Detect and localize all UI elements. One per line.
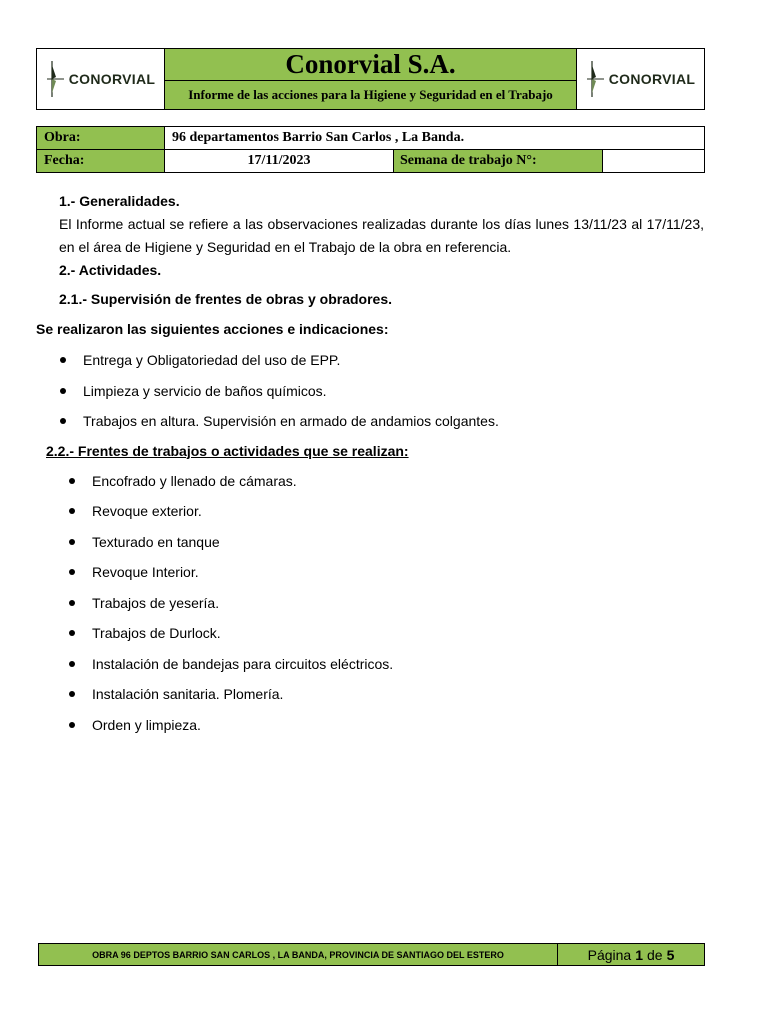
list-item: Trabajos de yesería. [36, 592, 704, 623]
list-item: Instalación sanitaria. Plomería. [36, 683, 704, 714]
page-footer [38, 943, 705, 966]
section-1-heading: 1.- Generalidades. [59, 193, 180, 209]
list-item: Instalación de bandejas para circuitos eléctricos. [36, 653, 704, 684]
report-body [36, 190, 704, 744]
bullet-icon [60, 388, 66, 394]
obra-label: Obra: [37, 127, 165, 149]
list-item: Encofrado y llenado de cámaras. [36, 470, 704, 501]
document-header [36, 48, 705, 110]
bullet-icon [69, 569, 75, 575]
bullet-icon [69, 630, 75, 636]
section-1-text: El Informe actual se refiere a las observaciones realizadas durante los días lunes 13/11/23 al 17/11/23, en el área de Higiene y Seguridad en el Trabajo de la obra en referencia. [59, 216, 704, 255]
actions-intro: Se realizaron las siguientes acciones e indicaciones: [36, 321, 389, 337]
list-item: Revoque Interior. [36, 561, 704, 592]
bullet-icon [69, 722, 75, 728]
actions-list [36, 349, 704, 441]
logo-text: CONORVIAL [608, 71, 696, 87]
list-item: Texturado en tanque [36, 531, 704, 562]
of-word: de [647, 946, 663, 963]
obra-value: 96 departamentos Barrio San Carlos , La Banda. [172, 129, 465, 145]
page-word: Página [587, 946, 632, 963]
bullet-icon [60, 357, 66, 363]
bullet-icon [69, 600, 75, 606]
fecha-label: Fecha: [37, 150, 165, 173]
footer-project: OBRA 96 DEPTOS BARRIO SAN CARLOS , LA BANDA, PROVINCIA DE SANTIAGO DEL ESTERO [39, 944, 558, 965]
list-item: Orden y limpieza. [36, 714, 704, 745]
bullet-icon [69, 508, 75, 514]
list-item: Entrega y Obligatoriedad del uso de EPP. [36, 349, 704, 380]
page-number [558, 944, 704, 965]
section-2-heading: 2.- Actividades. [59, 262, 162, 278]
logo-right [576, 49, 704, 109]
logo-text: CONORVIAL [68, 71, 156, 87]
semana-value [603, 150, 704, 173]
company-title: Conorvial S.A. [165, 49, 576, 81]
bullet-icon [69, 539, 75, 545]
list-item: Trabajos en altura. Supervisión en armado de andamios colgantes. [36, 410, 704, 441]
page-total: 5 [666, 946, 675, 963]
title-cell [165, 49, 576, 109]
conorvial-logo-icon [46, 57, 66, 101]
bullet-icon [69, 661, 75, 667]
list-item: Trabajos de Durlock. [36, 622, 704, 653]
info-row-fecha [37, 150, 704, 173]
bullet-icon [69, 478, 75, 484]
list-item: Revoque exterior. [36, 500, 704, 531]
conorvial-logo-icon [586, 57, 606, 101]
section-2-1-heading: 2.1.- Supervisión de frentes de obras y obradores. [59, 291, 392, 307]
logo-left [37, 49, 165, 109]
bullet-icon [60, 418, 66, 424]
page-current: 1 [635, 946, 643, 963]
semana-label: Semana de trabajo N°: [394, 150, 603, 173]
report-subtitle: Informe de las acciones para la Higiene y Seguridad en el Trabajo [165, 81, 576, 109]
section-2-2-heading: 2.2.- Frentes de trabajos o actividades que se realizan: [46, 442, 409, 459]
info-row-obra [37, 127, 704, 150]
fronts-list [36, 470, 704, 745]
list-item: Limpieza y servicio de baños químicos. [36, 380, 704, 411]
info-table [36, 126, 705, 173]
fecha-value: 17/11/2023 [165, 150, 394, 173]
bullet-icon [69, 691, 75, 697]
